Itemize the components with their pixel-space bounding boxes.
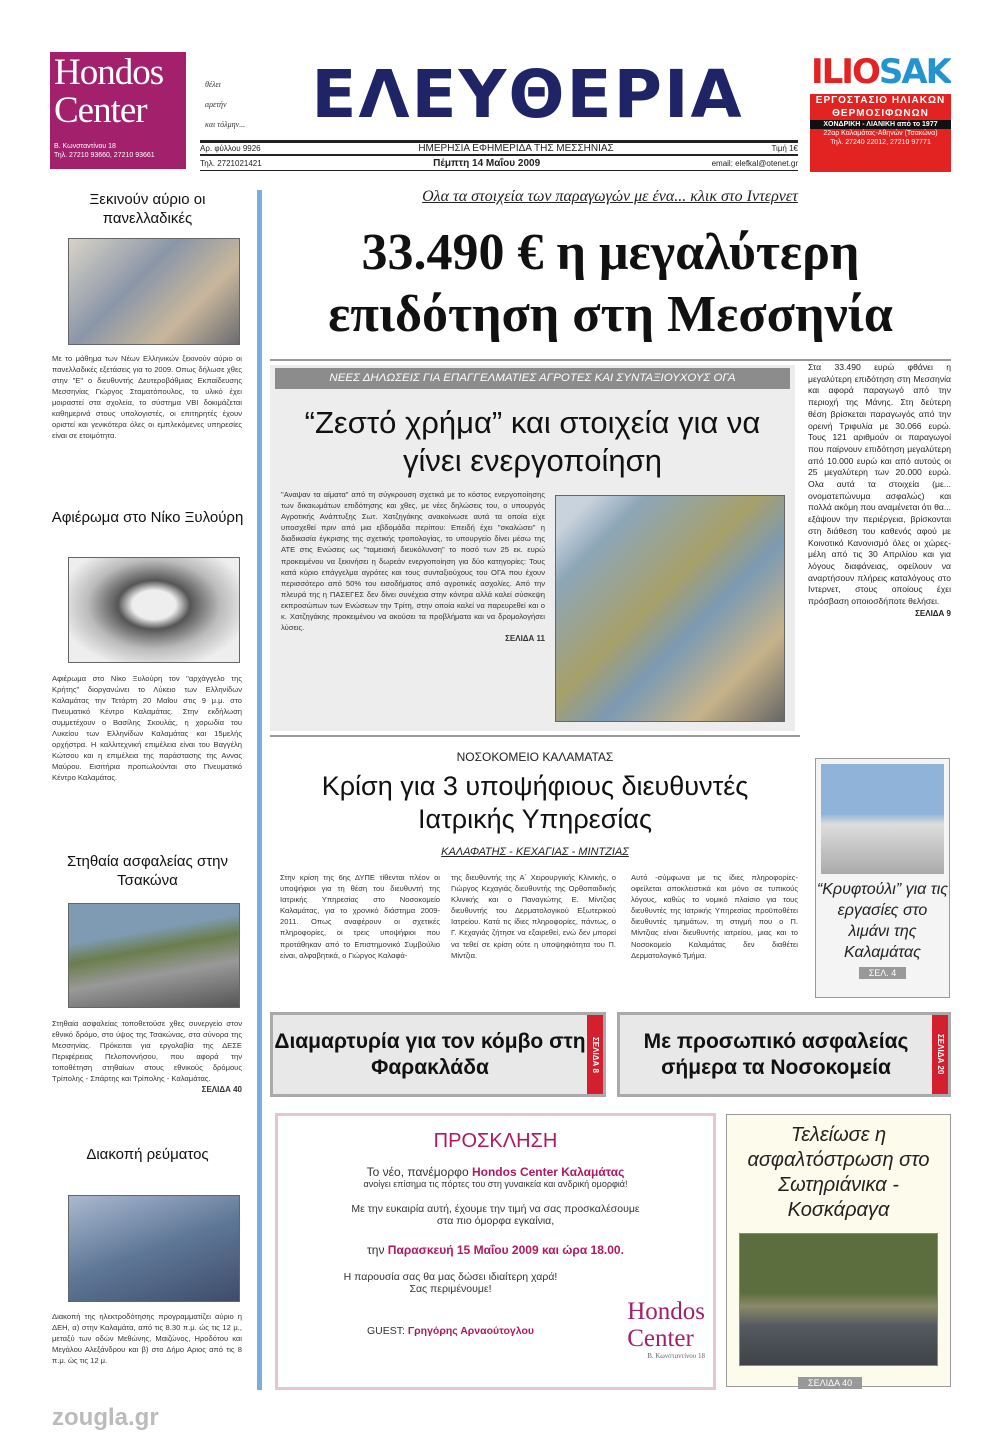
page-ref[interactable]: ΣΕΛΙΔΑ 40 xyxy=(798,1377,862,1389)
masthead-info-row xyxy=(200,140,798,156)
teaser-text: Με προσωπικό ασφαλείας σήμερα τα Νοσοκομεία xyxy=(643,1030,909,1079)
road-box[interactable] xyxy=(726,1114,951,1387)
invitation-line: Σας περιμένουμε! xyxy=(409,1283,492,1295)
hondos-center-ad[interactable] xyxy=(50,52,186,169)
slogan-line: θέλει xyxy=(205,80,221,89)
hospital-headline[interactable]: Κρίση για 3 υποψήφιους διευθυντές Ιατρικής Υπηρεσίας xyxy=(321,771,749,834)
story-text: "Αναψαν τα αίματα" από τη σύγκρουση σχετικά με το κόστος ενεργοποίησης των δικαιωμάτων επιδότησης και χθες, με νέες δηλώσεις του, ο υπουργός Αγροτικής Ανάπτυξης Σωτ. Χατζηγάκης ανακοίνωσε αυτά τα οποία είχε υποσχεθεί πριν από μια εβδομάδα περίπου: Επειδή έχει "σκαλώσει" η διαδικασία έγκρισης της σχετικής τροπολογίας, το υπουργείο δίνει μέσω της ΑΤΕ στις Ενώσεις ως "ταμειακή διευκόλυνση" το ποσό των 25 εκ. ευρώ προκειμένου να ξεκινήσει η δωρεάν ενεργοποίηση για δύο κατηγορίες: Τους κατά κύριο επάγγελμα αγρότες και τους συνταξιούχους του ΟΓΑ που έχουν περισσότερο από 50% του εισοδήματος από αγροτικές ασχολίες. Από την πλευρά της η ΠΑΣΕΓΕΣ δεν δίνει συνέχεια στην κόντρα αλλά καλεί σύσκεψη εκπροσώπων των Ενώσεων την Τρίτη, στην οποία καλεί να παρευρεθεί και ο κ. Χατζηγάκης προκειμένου να ακούσει τα προβλήματα και να δρομολογήσει λύσεις. ΣΕΛΙΔΑ 11 xyxy=(281,490,545,644)
slogan-line: και τόλμην... xyxy=(205,120,246,129)
watermark: zougla.gr xyxy=(52,1404,159,1431)
ad-line: 22αρ Καλαμάτας-Αθηνών (Τσακώνα) xyxy=(823,130,938,137)
left-story-text: Αφιέρωμα στο Νίκο Ξυλούρη τον "αρχάγγελο της Κρήτης" διοργανώνει το Λύκειο των Ελληνίδων Καλαμάτας την Τετάρτη 20 Μαΐου στις 9 μ.μ. στο Πνευματικό Κέντρο Καλαμάτας. Στην εκδήλωση συμμετέχουν ο Βασίλης Σκουλάς, η χορωδία του Λυκείου των Ελληνίδων Καλαμάτας και 15μελής ορχήστρα. Η καλλιτεχνική επιμέλεια είναι του Βαγγέλη Κώτσου και η επιμέλεια της παράστασης της Αννας Μαύρου. Εισιτήρια προπωλούνται στο Πνευματικό Κέντρο Καλαμάτας. xyxy=(52,674,242,782)
page-ref[interactable]: ΣΕΛΙΔΑ 40 xyxy=(201,1085,242,1094)
divider xyxy=(270,359,951,361)
teaser-box[interactable] xyxy=(617,1012,951,1097)
slogan-line: αρετήν xyxy=(205,100,227,109)
hospital-col: της διευθυντής της Α΄ Χειρουργικής Κλινικής, ο Γιώργος Κεχαγιάς διευθυντής της Ορθοπαιδικής Κλινικής και ο Παναγιώτης Ε. Μίντζιας διευθυντής του Δερματολογικού Εξωτερικού Ιατρείου. Κατά τις ίδιες πληροφορίες, πάντως, ο Γ. Κεχαγιάς ζήτησε να εξαιρεθεί, ενώ δεν μπορεί να τεθεί σε κρίση ούτε η υποψηφιότητα του Π. Μίντζια. xyxy=(451,873,616,960)
ad-logo-line2: Center xyxy=(54,90,147,131)
page-ref-tab[interactable]: ΣΕΛΙΔΑ 20 xyxy=(932,1015,948,1094)
email: email: elefkal@otenet.gr xyxy=(711,159,798,168)
ad-phone: Τηλ. 27210 93660, 27210 93661 xyxy=(54,152,155,159)
left-story-title[interactable]: Στηθαία ασφαλείας στην Τσακώνα xyxy=(67,853,228,889)
story-kicker-bar: ΝΕΕΣ ΔΗΛΩΣΕΙΣ ΓΙΑ ΕΠΑΓΓΕΛΜΑΤΙΕΣ ΑΓΡΟΤΕΣ ΚΑΙ ΣΥΝΤΑΞΙΟΥΧΟΥΣ ΟΓΑ xyxy=(275,368,790,389)
invitation-date: την Παρασκευή 15 Μαΐου 2009 και ώρα 18.00. xyxy=(367,1243,624,1257)
page-ref[interactable]: ΣΕΛΙΔΑ 9 xyxy=(915,608,951,618)
hondos-logo: Hondos Center Β. Κωνσταντίνου 18 xyxy=(627,1298,705,1360)
divider xyxy=(270,735,800,737)
page-ref[interactable]: ΣΕΛ. 4 xyxy=(859,967,907,979)
invitation-ad[interactable] xyxy=(275,1113,716,1390)
ad-logo-line1: Hondos xyxy=(54,52,164,93)
page-ref-tab[interactable]: ΣΕΛΙΔΑ 8 xyxy=(587,1015,603,1094)
masthead-info-row xyxy=(200,157,798,171)
lead-strap: Ολα τα στοιχεία των παραγωγών με ένα... κλικ στο Ιντερνετ xyxy=(422,188,798,205)
lead-headline[interactable]: 33.490 € η μεγαλύτερη επιδότηση στη Μεσσηνία xyxy=(328,224,893,343)
teaser-box[interactable] xyxy=(270,1012,606,1097)
ad-line: ΕΡΓΟΣΤΑΣΙΟ ΗΛΙΑΚΩΝ xyxy=(815,95,946,106)
iliosak-logo: ILIOSAK xyxy=(810,52,951,92)
hospital-col: Αυτό -σύμφωνα με τις ίδιες πληροφορίες- οφείλεται αποκλειστικά και μόνο σε τυπικούς λόγους, καθώς το νομικό πλαίσιο για τους διευθυντές της Ιατρικής Υπηρεσίας προϋποθέτει διευθυντές τμημάτων, τη στιγμή που ο Π. Μίντζιας είναι διευθυντής ιατρείου, μιας και το Νοσοκομείο Καλαμάτας δεν διαθέτει Δερματολογικό Τμήμα. xyxy=(631,873,798,960)
guardrail-truck-photo xyxy=(68,903,240,1008)
ad-address: Β. Κωνσταντίνου 18 xyxy=(54,143,116,150)
road-headline: Τελείωσε η ασφαλτόστρωση στο Σωτηριάνικα - Κοσκάραγα xyxy=(747,1124,930,1221)
phone: Τηλ. 2721021421 xyxy=(200,159,262,168)
road-paving-photo xyxy=(739,1233,938,1366)
issue-number: Αρ. φύλλου 9926 xyxy=(200,144,261,153)
hospital-col: Στην κρίση της 6ης ΔΥΠΕ τίθενται πλέον οι υποψήφιοι για τη θέση του διευθυντή της Ιατρικής Υπηρεσίας στο Νοσοκομείο Καλαμάτας, για το χρονικό διάστημα 2009-2011. Οπως αναφέρουν οι σχετικές πληροφορίες, οι τρεις υποψήφιοι που προτάθηκαν από το Επιστημονικό Συμβούλιο είναι, αλφαβητικά, ο Γιώργος Καλαφά- xyxy=(280,873,440,960)
harbor-box[interactable] xyxy=(815,758,950,998)
story-headline[interactable]: “Ζεστό χρήμα” και στοιχεία για να γίνει ενεργοποίηση xyxy=(304,405,761,478)
hospital-byline: ΚΑΛΑΦΑΤΗΣ - ΚΕΧΑΓΙΑΣ - ΜΙΝΤΖΙΑΣ xyxy=(441,846,629,858)
power-lines-dei-photo xyxy=(68,1195,240,1302)
left-story-title[interactable]: Αφιέρωμα στο Νίκο Ξυλούρη xyxy=(51,509,244,526)
slogan xyxy=(205,75,275,135)
masthead-title: ΕΛΕΥΘΕΡΙΑ xyxy=(311,56,744,133)
masthead-subtitle: ΗΜΕΡΗΣΙΑ ΕΦΗΜΕΡΙΔΑ ΤΗΣ ΜΕΣΣΗΝΙΑΣ xyxy=(418,143,614,154)
invitation-line: Το νέο, πανέμορφο Hondos Center Καλαμάτας xyxy=(366,1165,625,1179)
left-story-title[interactable]: Ξεκινούν αύριο οι πανελλαδικές xyxy=(89,191,206,227)
invitation-line: στα πιο όμορφα εγκαίνια, xyxy=(436,1215,555,1227)
xylouris-portrait-photo xyxy=(68,557,240,663)
teaser-text: Διαμαρτυρία για τον κόμβο στη Φαρακλάδα xyxy=(274,1030,586,1079)
computer-map-photo xyxy=(555,495,785,722)
ad-line: Τηλ. 27240 22012, 27210 97771 xyxy=(830,139,931,146)
invitation-line: ανοίγει επίσημα τις πόρτες του στη γυναικεία και ανδρική ομορφιά! xyxy=(363,1179,628,1189)
price: Τιμή 1€ xyxy=(771,144,798,153)
left-story-title[interactable]: Διακοπή ρεύματος xyxy=(86,1146,209,1163)
left-story-text: Με το μάθημα των Νέων Ελληνικών ξεκινούν αύριο οι πανελλαδικές εξετάσεις για το 2009. Οπως δήλωσε χθες στην "Ε" ο διευθυντής Δευτεροβάθμιας Εκπαίδευσης Μεσσηνίας Γιώργος Σταματόπουλος, το υλικό έχει μοιραστεί στα σχολεία, το σύστημα VBI δοκιμάζεται καθημερινά στους υπολογιστές, οι επιτηρητές έχουν οριστεί και γενικότερα όλες οι εμπλεκόμενες υπηρεσίες είναι σε ετοιμότητα. xyxy=(52,354,242,440)
column-rule xyxy=(257,190,262,1390)
issue-date: Πέμπτη 14 Μαΐου 2009 xyxy=(433,158,541,169)
invitation-line: Με την ευκαιρία αυτή, έχουμε την τιμή να σας προσκαλέσουμε xyxy=(351,1203,640,1215)
hospital-kicker: ΝΟΣΟΚΟΜΕΙΟ ΚΑΛΑΜΑΤΑΣ xyxy=(456,750,614,764)
invitation-guest: GUEST: Γρηγόρης Αρναούτογλου xyxy=(367,1325,534,1337)
harbor-photo xyxy=(821,764,944,874)
exam-classroom-photo xyxy=(68,238,240,345)
left-story-text: Διακοπή της ηλεκτροδότησης προγραμματίζει αύριο η ΔΕΗ, α) στην Καλαμάτα, από τις 8.30 π.μ. ώς τις 12 μ., μεταξύ των οδών Μεθώνης, Μαιζώνος, Ηροδότου και Μεγάλου Αλεξάνδρου και β) στο Δήμο Αριος από τις 8 π.μ. ώς τις 12 μ. xyxy=(52,1312,242,1365)
invitation-line: Η παρουσία σας θα μας δώσει ιδιαίτερη χαρά! xyxy=(343,1271,558,1283)
harbor-caption: “Κρυφτούλι” για τις εργασίες στο λιμάνι της Καλαμάτας xyxy=(816,881,949,961)
lead-text: Στα 33.490 ευρώ φθάνει η μεγαλύτερη επιδότηση στη Μεσσηνία και αφορά παραγωγό από την περιοχή της Μάνης. Στη δεύτερη θέση βρίσκεται παραγωγός από την ορεινή Τριφυλία με 30.066 ευρώ. Τους 121 αριθμούν οι παραγωγοί που παίρνουν επιδότηση μεγαλύτερη από 10.000 ευρώ και από αυτούς οι 25 μεγαλύτερη των 20.000 ευρώ. Ολα αυτά τα στοιχεία (με... ονοματεπώνυμα ασφαλώς) και πολλά ακόμη που αναμένεται ότι θα... εξάψουν την περιέργεια, βρίσκονται στη διάθεση του καθενός αφού με Κοινοτικό Κανονισμό όλες οι χώρες-μέλη από τις 30 Απριλίου και για λόγους διαφάνειας, οφείλουν να αναρτήσουν πλήρεις καταλόγους στο Ιντερνετ, στους οποίους έχει πρόσβαση οποιοσδήποτε θελήσει. ΣΕΛΙΔΑ 9 xyxy=(808,362,951,618)
ad-line: ΘΕΡΜΟΣΙΦΩΝΩΝ xyxy=(832,108,929,119)
ad-line: ΧΟΝΔΡΙΚΗ - ΛΙΑΝΙΚΗ από το 1977 xyxy=(810,120,951,129)
left-story-text: Στηθαία ασφαλείας τοποθετούσε χθες συνεργείο στον εθνικό δρόμο, στο ύψος της Τσακώνας, στα σύνορα της Μεσσηνίας. Πρόκειται για εργολαβία της ΔΕΣΕ Περιφέρειας Πελοποννήσου, που αφορά την τοποθέτηση στηθαίων στους εθνικούς δρόμους Τρίπολης - Σπάρτης και Τρίπολης - Καλαμάτας. ΣΕΛΙΔΑ 40 xyxy=(52,1019,242,1094)
invitation-title: ΠΡΟΣΚΛΗΣΗ xyxy=(433,1130,558,1152)
iliosak-ad[interactable] xyxy=(810,50,951,172)
page-ref[interactable]: ΣΕΛΙΔΑ 11 xyxy=(505,634,545,644)
